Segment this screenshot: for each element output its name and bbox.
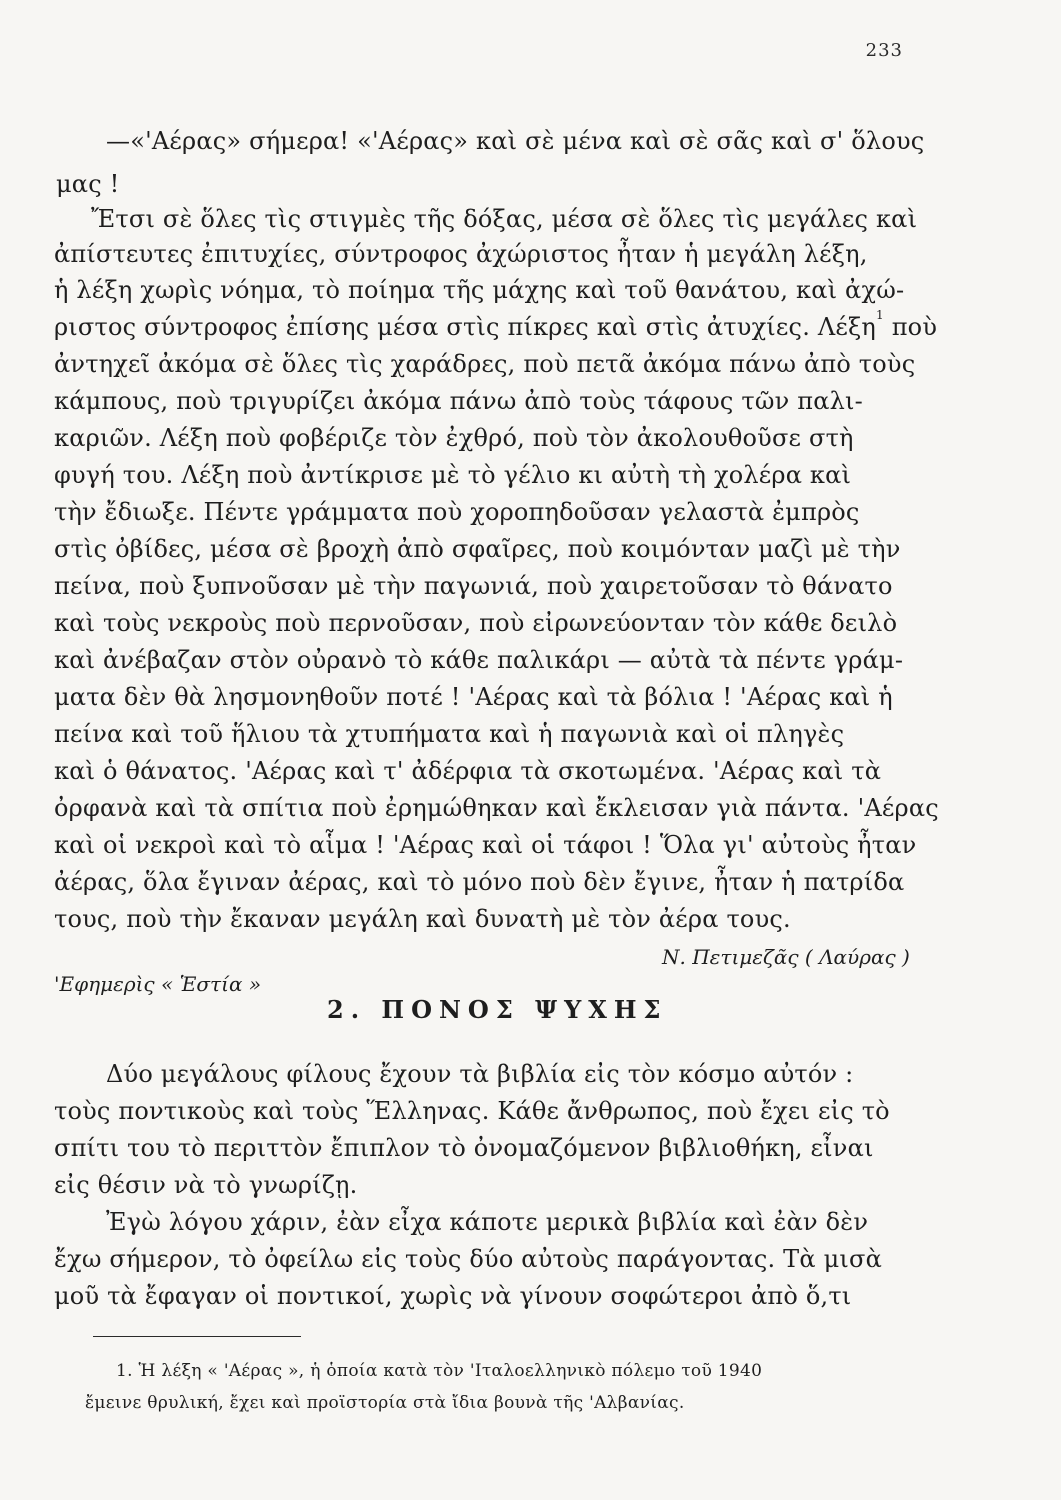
text-line: καὶ ἀνέβαζαν στὸν οὐρανὸ τὸ κάθε παλικάρι — αὐτὰ τὰ πέντε γράμ-	[54, 646, 904, 674]
text-line: ὀρφανὰ καὶ τὰ σπίτια ποὺ ἐρημώθηκαν καὶ ἔκλεισαν γιὰ πάντα. 'Αέρας	[54, 794, 939, 822]
text-line: Ἔτσι σὲ ὅλες τὶς στιγμὲς τῆς δόξας, μέσα σὲ ὅλες τὶς μεγάλες καὶ	[91, 205, 918, 233]
text-line: εἰς θέσιν νὰ τὸ γνωρίζῃ.	[54, 1171, 358, 1199]
text-line: σπίτι του τὸ περιττὸν ἔπιπλον τὸ ὀνομαζόμενον βιβλιοθήκη, εἶναι	[54, 1134, 874, 1162]
text-line: μας !	[56, 170, 120, 198]
text-line: ἔχω σήμερον, τὸ ὀφείλω εἰς τοὺς δύο αὐτοὺς παράγοντας. Τὰ μισὰ	[54, 1245, 882, 1273]
source-citation: 'Εφημερὶς « Ἑστία »	[54, 972, 262, 996]
footnote-text: 1. Ἡ λέξη « 'Αέρας », ἡ ὁποία κατὰ τὸν 'Ιταλοελληνικὸ πόλεμο τοῦ 1940	[116, 1361, 763, 1381]
text-line: ἡ λέξη χωρὶς νόημα, τὸ ποίημα τῆς μάχης καὶ τοῦ θανάτου, καὶ ἀχώ-	[54, 276, 905, 304]
author-signature: Ν. Πετιμεζᾶς ( Λαύρας )	[662, 945, 910, 969]
text-line: καὶ τοὺς νεκροὺς ποὺ περνοῦσαν, ποὺ εἰρωνεύονταν τὸν κάθε δειλὸ	[54, 609, 898, 637]
page-number: 233	[865, 40, 903, 61]
text-line: τους, ποὺ τὴν ἔκαναν μεγάλη καὶ δυνατὴ μὲ τὸν ἀέρα τους.	[54, 905, 791, 933]
text-line: τὴν ἔδιωξε. Πέντε γράμματα ποὺ χοροπηδοῦσαν γελαστὰ ἐμπρὸς	[54, 498, 860, 526]
text-line: φυγή του. Λέξη ποὺ ἀντίκρισε μὲ τὸ γέλιο κι αὐτὴ τὴ χολέρα καὶ	[54, 461, 852, 489]
text-line: πείνα καὶ τοῦ ἥλιου τὰ χτυπήματα καὶ ἡ παγωνιὰ καὶ οἱ πληγὲς	[54, 720, 845, 748]
footnote-marker: 1	[876, 308, 884, 322]
footnote-divider	[93, 1336, 301, 1337]
text-line-tail: ποὺ	[891, 313, 938, 341]
section-heading: 2. ΠΟΝΟΣ ΨΥΧΗΣ	[327, 995, 668, 1024]
text-line: καὶ οἱ νεκροὶ καὶ τὸ αἷμα ! 'Αέρας καὶ οἱ τάφοι ! Ὅλα γι' αὐτοὺς ἦταν	[54, 831, 917, 859]
text-line: κάμπους, ποὺ τριγυρίζει ἀκόμα πάνω ἀπὸ τοὺς τάφους τῶν παλι-	[54, 387, 863, 415]
text-line: Ἐγὼ λόγου χάριν, ἐὰν εἶχα κάποτε μερικὰ βιβλία καὶ ἐὰν δὲν	[106, 1208, 869, 1236]
text-line: τοὺς ποντικοὺς καὶ τοὺς Ἕλληνας. Κάθε ἄνθρωπος, ποὺ ἔχει εἰς τὸ	[54, 1097, 890, 1125]
text-line	[54, 308, 938, 341]
footnote-text: ἔμεινε θρυλική, ἔχει καὶ προϊστορία στὰ ἴδια βουνὰ τῆς 'Αλβανίας.	[85, 1393, 685, 1413]
text-line: ἀέρας, ὅλα ἔγιναν ἀέρας, καὶ τὸ μόνο ποὺ δὲν ἔγινε, ἦταν ἡ πατρίδα	[54, 868, 905, 896]
text-line: ἀπίστευτες ἐπιτυχίες, σύντροφος ἀχώριστος ἦταν ἡ μεγάλη λέξη,	[54, 240, 868, 268]
text-line: ἀντηχεῖ ἀκόμα σὲ ὅλες τὶς χαράδρες, ποὺ πετᾶ ἀκόμα πάνω ἀπὸ τοὺς	[54, 350, 916, 378]
text-line: Δύο μεγάλους φίλους ἔχουν τὰ βιβλία εἰς τὸν κόσμο αὐτόν :	[106, 1060, 854, 1088]
text-line: ματα δὲν θὰ λησμονηθοῦν ποτέ ! 'Αέρας καὶ τὰ βόλια ! 'Αέρας καὶ ἡ	[54, 683, 893, 711]
text-line: πείνα, ποὺ ξυπνοῦσαν μὲ τὴν παγωνιά, ποὺ χαιρετοῦσαν τὸ θάνατο	[54, 572, 893, 600]
text-line: μοῦ τὰ ἔφαγαν οἱ ποντικοί, χωρὶς νὰ γίνουν σοφώτεροι ἀπὸ ὅ,τι	[54, 1282, 852, 1310]
text-line: καὶ ὁ θάνατος. 'Αέρας καὶ τ' ἀδέρφια τὰ σκοτωμένα. 'Αέρας καὶ τὰ	[54, 757, 882, 785]
text-line: —«'Αέρας» σήμερα! «'Αέρας» καὶ σὲ μένα καὶ σὲ σᾶς καὶ σ' ὅλους	[106, 127, 925, 155]
text-line: καριῶν. Λέξη ποὺ φοβέριζε τὸν ἐχθρό, ποὺ τὸν ἀκολουθοῦσε στὴ	[54, 424, 854, 452]
text-line: στὶς ὀβίδες, μέσα σὲ βροχὴ ἀπὸ σφαῖρες, ποὺ κοιμόνταν μαζὶ μὲ τὴν	[54, 535, 901, 563]
text-line-content: ριστος σύντροφος ἐπίσης μέσα στὶς πίκρες καὶ στὶς ἀτυχίες. Λέξη	[54, 313, 877, 341]
